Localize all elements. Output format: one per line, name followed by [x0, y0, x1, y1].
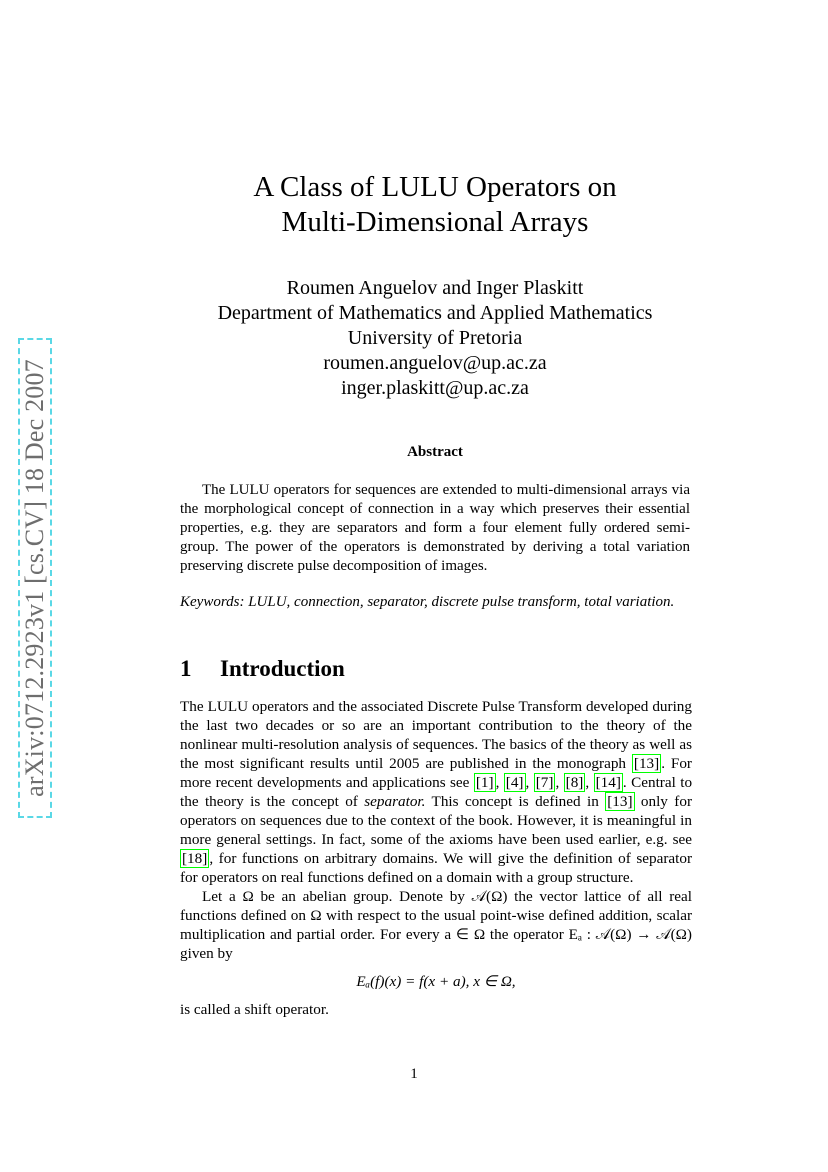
text-run: , for functions on arbitrary domains. We will give the definition of separator for operators on real functions defined on a domain with a group structure.: [180, 850, 692, 886]
text-run: ,: [555, 774, 564, 791]
author-email-1: roumen.anguelov@up.ac.za: [323, 352, 547, 374]
keywords: Keywords: LULU, connection, separator, discrete pulse transform, total variation.: [180, 594, 675, 610]
page-number: 1: [410, 1066, 418, 1082]
author-department: Department of Mathematics and Applied Mathematics: [217, 302, 653, 324]
citation-link[interactable]: [1]: [475, 774, 494, 791]
section-heading: [180, 656, 345, 682]
shift-operator-equation: Eₐ(f)(x) = f(x + a), x ∈ Ω,: [356, 973, 516, 990]
paper-title: [180, 170, 690, 240]
citation-link[interactable]: [4]: [505, 774, 524, 791]
citation-link[interactable]: [13]: [607, 793, 633, 810]
section-title: Introduction: [220, 656, 345, 681]
section-number: 1: [180, 656, 192, 681]
text-run: ,: [495, 774, 504, 791]
citation-link[interactable]: [8]: [565, 774, 584, 791]
title-line-1: A Class of LULU Operators on: [253, 171, 617, 203]
text-run: . For more recent developments and applications see: [180, 755, 692, 791]
text-run: . Central to the theory is the concept of: [180, 774, 693, 810]
text-run: ,: [585, 774, 594, 791]
author-email-2: inger.plaskitt@up.ac.za: [341, 377, 529, 399]
author-block: [160, 276, 710, 401]
citation-link[interactable]: [7]: [535, 774, 554, 791]
arxiv-stamp: [18, 338, 52, 818]
text-run: ,: [525, 774, 534, 791]
intro-paragraph-3: is called a shift operator.: [180, 1001, 329, 1018]
abstract-heading: Abstract: [407, 444, 463, 460]
citation-link[interactable]: [18]: [182, 850, 208, 867]
text-run: The LULU operators and the associated Discrete Pulse Transform developed during the last two decades or so are an important contribution to the theory of the nonlinear multi-resolution analysis of sequences. The basics of the theory as well as the most significant results until 2005 are published in the monograph: [180, 698, 692, 772]
abstract-text: The LULU operators for sequences are extended to multi-dimensional arrays via the morphological concept of connection in a way which preserves their essential properties, e.g. they are separators and form a four element fully ordered semi-group. The power of the operators is demonstrated by deriving a total variation preserving discrete pulse decomposition of images.: [180, 482, 690, 574]
citation-link[interactable]: [14]: [595, 774, 621, 791]
title-line-2: Multi-Dimensional Arrays: [281, 206, 589, 238]
author-university: University of Pretoria: [347, 327, 523, 349]
body-text: [180, 697, 692, 1019]
citation-link[interactable]: [13]: [633, 755, 660, 772]
intro-paragraph-1: [180, 697, 692, 887]
text-run: This concept is defined in: [425, 793, 606, 810]
intro-paragraph-2: Let a Ω be an abelian group. Denote by 𝒜(Ω) the vector lattice of all real functions defined on Ω with respect to the usual point-wise defined addition, scalar multiplication and partial order. For every a ∈ Ω the operator Eₐ : 𝒜(Ω) → 𝒜(Ω) given by: [180, 888, 692, 962]
arxiv-identifier: arXiv:0712.2923v1 [cs.CV] 18 Dec 2007: [20, 359, 49, 797]
author-names: Roumen Anguelov and Inger Plaskitt: [286, 277, 584, 299]
emphasis-separator: separator.: [364, 793, 426, 810]
text-run: only for operators on sequences due to the context of the book. However, it is meaningful in more general settings. In fact, some of the axioms have been used earlier, e.g. see: [180, 793, 692, 848]
